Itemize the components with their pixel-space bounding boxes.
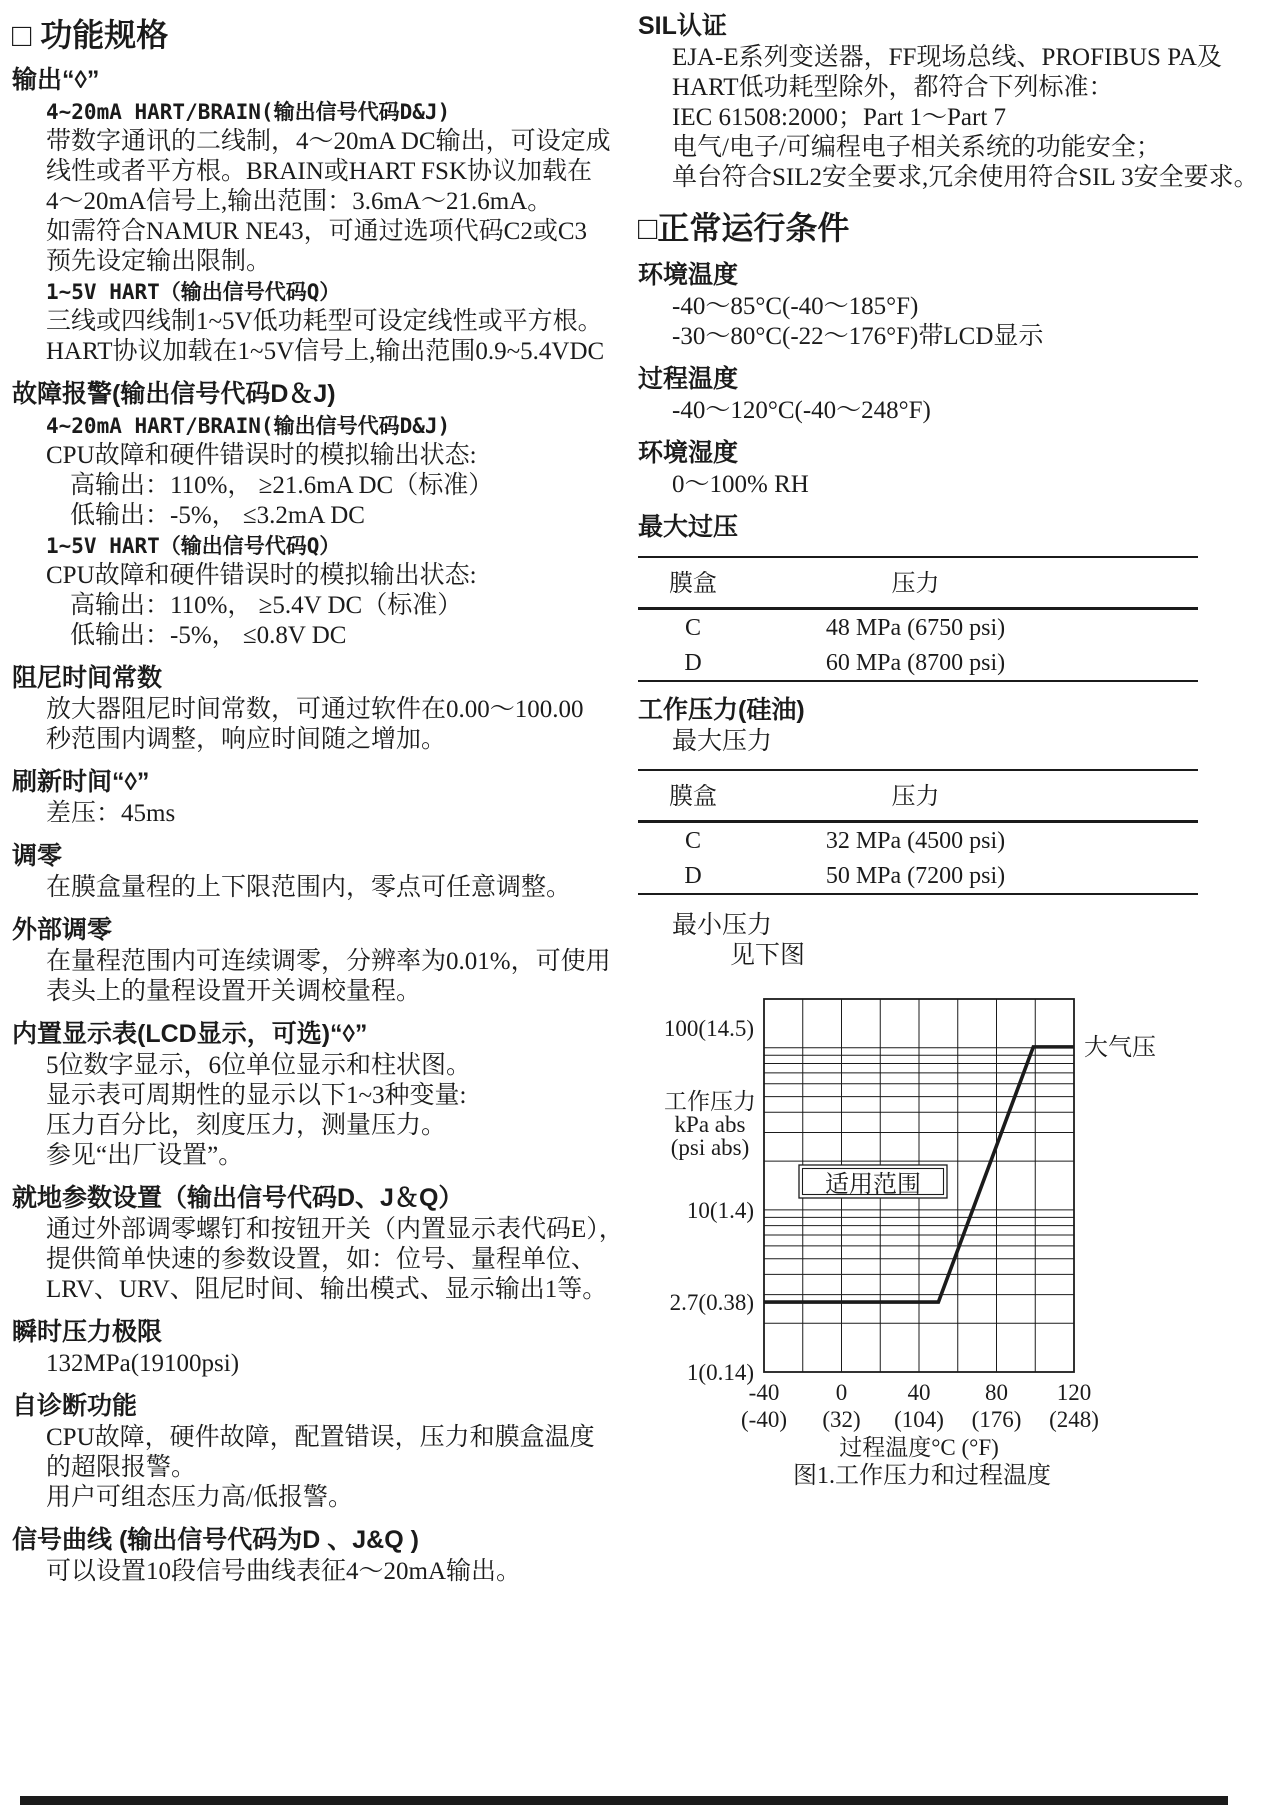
spec-line: 预先设定输出限制。 xyxy=(46,248,272,275)
section-title: □ 功能规格 xyxy=(12,17,169,53)
spec-line: 0～100% RH xyxy=(672,471,809,498)
spec-heading: 信号曲线 (输出信号代码为D 、J&Q ) xyxy=(12,1526,419,1554)
spec-line: 压力百分比，刻度压力，测量压力。 xyxy=(46,1112,447,1139)
spec-line: 最大压力 xyxy=(672,728,773,755)
y-axis-title: 工作压力 xyxy=(664,1089,756,1114)
spec-line: 在膜盒量程的上下限范围内，零点可任意调整。 xyxy=(46,874,572,901)
spec-line: 通过外部调零螺钉和按钮开关（内置显示表代码E）， xyxy=(46,1216,624,1243)
spec-line: 参见“出厂设置”。 xyxy=(46,1142,244,1169)
spec-line: CPU故障，硬件故障，配置错误，压力和膜盒温度 xyxy=(46,1424,595,1451)
spec-line: 表头上的量程设置开关调校量程。 xyxy=(46,978,422,1005)
x-tick-label-fahrenheit: (104) xyxy=(894,1407,944,1432)
spec-line: -30～80°C(-22～176°F)带LCD显示 xyxy=(672,323,1044,350)
max-working-pressure-table xyxy=(638,769,1198,895)
spec-line: 差压：45ms xyxy=(46,800,176,827)
x-tick-label-fahrenheit: (248) xyxy=(1049,1407,1099,1432)
table-row xyxy=(638,858,1198,894)
spec-line: HART低功耗型除外，都符合下列标准： xyxy=(672,74,1114,101)
signal-code-heading: 4~20mA HART/BRAIN(输出信号代码D&J) xyxy=(46,414,451,438)
spec-line: -40～85°C(-40～185°F) xyxy=(672,293,919,320)
spec-line: 可以设置10段信号曲线表征4～20mA输出。 xyxy=(46,1558,522,1585)
spec-heading: 外部调零 xyxy=(12,916,113,944)
table-header: 膜盒 xyxy=(638,557,748,609)
spec-line: CPU故障和硬件错误时的模拟输出状态: xyxy=(46,562,477,589)
x-axis-title: 过程温度°C (°F) xyxy=(839,1435,999,1460)
spec-line: 高输出：110%， ≥5.4V DC（标准） xyxy=(70,592,463,619)
spec-heading: 环境温度 xyxy=(638,261,739,289)
spec-line: 放大器阻尼时间常数，可通过软件在0.00～100.00 xyxy=(46,696,584,723)
spec-heading: 最大过压 xyxy=(638,513,739,541)
left-column xyxy=(12,14,626,1587)
spec-line: -40～120°C(-40～248°F) xyxy=(672,397,931,424)
spec-line: CPU故障和硬件错误时的模拟输出状态: xyxy=(46,442,477,469)
y-axis-title: (psi abs) xyxy=(670,1135,750,1160)
spec-line: 高输出：110%， ≥21.6mA DC（标准） xyxy=(70,472,494,499)
spec-line: 4～20mA信号上,输出范围：3.6mA～21.6mA。 xyxy=(46,188,553,215)
capsule-cell: C xyxy=(684,828,701,854)
spec-line: 如需符合NAMUR NE43，可通过选项代码C2或C3 xyxy=(46,218,587,245)
spec-line: 5位数字显示，6位单位显示和柱状图。 xyxy=(46,1052,472,1079)
x-tick-label-fahrenheit: (-40) xyxy=(741,1407,787,1432)
spec-heading: 过程温度 xyxy=(638,365,739,393)
section-title: □正常运行条件 xyxy=(638,210,850,246)
spec-line: 三线或四线制1~5V低功耗型可设定线性或平方根。 xyxy=(46,308,603,335)
table-header: 压力 xyxy=(748,557,1198,609)
max-overpressure-table xyxy=(638,556,1198,682)
spec-heading: 瞬时压力极限 xyxy=(12,1318,163,1346)
x-tick-label-fahrenheit: (176) xyxy=(971,1407,1022,1432)
applicable-range-label: 适用范围 xyxy=(825,1172,921,1198)
x-tick-label: -40 xyxy=(748,1380,780,1405)
pressure-cell: 60 MPa (8700 psi) xyxy=(825,650,1006,676)
table-header: 膜盒 xyxy=(638,770,748,822)
table-header: 压力 xyxy=(748,770,1198,822)
spec-line: 用户可组态压力高/低报警。 xyxy=(46,1484,353,1511)
x-tick-label: 40 xyxy=(907,1380,931,1405)
y-tick-label: 100(14.5) xyxy=(663,1015,754,1041)
x-tick-label: 0 xyxy=(835,1380,848,1405)
y-tick-label: 10(1.4) xyxy=(686,1197,754,1223)
signal-code-heading: 4~20mA HART/BRAIN(输出信号代码D&J) xyxy=(46,100,451,124)
chart-caption: 图1.工作压力和过程温度 xyxy=(793,1463,1051,1489)
spec-line: 低输出：-5%， ≤0.8V DC xyxy=(70,622,347,649)
spec-line: 的超限报警。 xyxy=(46,1454,197,1481)
y-tick-label: 2.7(0.38) xyxy=(669,1290,754,1316)
x-tick-label: 80 xyxy=(985,1380,1008,1405)
spec-heading: 输出“◊” xyxy=(12,66,100,94)
spec-heading: 工作压力(硅油) xyxy=(638,696,805,724)
spec-line: LRV、URV、阻尼时间、输出模式、显示输出1等。 xyxy=(46,1276,608,1303)
table-row xyxy=(638,645,1198,681)
spec-line: HART协议加载在1~5V信号上,输出范围0.9~5.4VDC xyxy=(46,338,605,365)
spec-line: 秒范围内调整，响应时间随之增加。 xyxy=(46,726,447,753)
pressure-cell: 48 MPa (6750 psi) xyxy=(825,615,1006,641)
pressure-cell: 50 MPa (7200 psi) xyxy=(825,863,1006,889)
spec-line: 提供简单快速的参数设置，如：位号、量程单位、 xyxy=(46,1246,597,1273)
working-pressure-chart xyxy=(644,979,1264,1499)
capsule-cell: C xyxy=(684,615,701,641)
spec-heading: 故障报警(输出信号代码D＆J) xyxy=(12,380,336,408)
x-tick-label: 120 xyxy=(1056,1380,1092,1405)
spec-line: 见下图 xyxy=(730,942,806,969)
page-footer-rule xyxy=(20,1796,1228,1805)
spec-heading: SIL认证 xyxy=(638,12,727,40)
right-column xyxy=(638,8,1284,1499)
spec-line: 低输出：-5%， ≤3.2mA DC xyxy=(70,502,365,529)
spec-line: 显示表可周期性的显示以下1~3种变量: xyxy=(46,1082,467,1109)
spec-line: 电气/电子/可编程电子相关系统的功能安全； xyxy=(672,134,1161,161)
table-row xyxy=(638,822,1198,859)
spec-heading: 就地参数设置（输出信号代码D、J＆Q） xyxy=(12,1184,464,1212)
pressure-cell: 32 MPa (4500 psi) xyxy=(825,828,1006,854)
capsule-cell: D xyxy=(684,650,702,676)
spec-line: 132MPa(19100psi) xyxy=(46,1350,240,1377)
y-tick-label: 1(0.14) xyxy=(686,1360,754,1385)
spec-line: 在量程范围内可连续调零，分辨率为0.01%，可使用 xyxy=(46,948,611,975)
spec-heading: 刷新时间“◊” xyxy=(12,768,150,796)
signal-code-heading: 1~5V HART（输出信号代码Q） xyxy=(46,534,341,558)
spec-line: IEC 61508:2000；Part 1～Part 7 xyxy=(672,104,1007,131)
table-row xyxy=(638,609,1198,646)
signal-code-heading: 1~5V HART（输出信号代码Q） xyxy=(46,280,341,304)
spec-heading: 内置显示表(LCD显示，可选)“◊” xyxy=(12,1020,368,1048)
spec-line: EJA-E系列变送器，FF现场总线、PROFIBUS PA及 xyxy=(672,44,1222,71)
spec-heading: 调零 xyxy=(12,842,63,870)
spec-line: 单台符合SIL2安全要求,冗余使用符合SIL 3安全要求。 xyxy=(672,164,1259,191)
spec-heading: 自诊断功能 xyxy=(12,1392,138,1420)
spec-line: 线性或者平方根。BRAIN或HART FSK协议加载在 xyxy=(46,158,592,185)
spec-heading: 环境湿度 xyxy=(638,439,739,467)
spec-line: 带数字通讯的二线制，4～20mA DC输出，可设定成 xyxy=(46,128,611,155)
spec-heading: 阻尼时间常数 xyxy=(12,664,163,692)
spec-line: 最小压力 xyxy=(672,912,773,939)
atmosphere-pressure-label: 大气压 xyxy=(1084,1034,1156,1061)
x-tick-label-fahrenheit: (32) xyxy=(822,1407,861,1432)
capsule-cell: D xyxy=(684,863,702,889)
y-axis-title: kPa abs xyxy=(674,1112,746,1137)
